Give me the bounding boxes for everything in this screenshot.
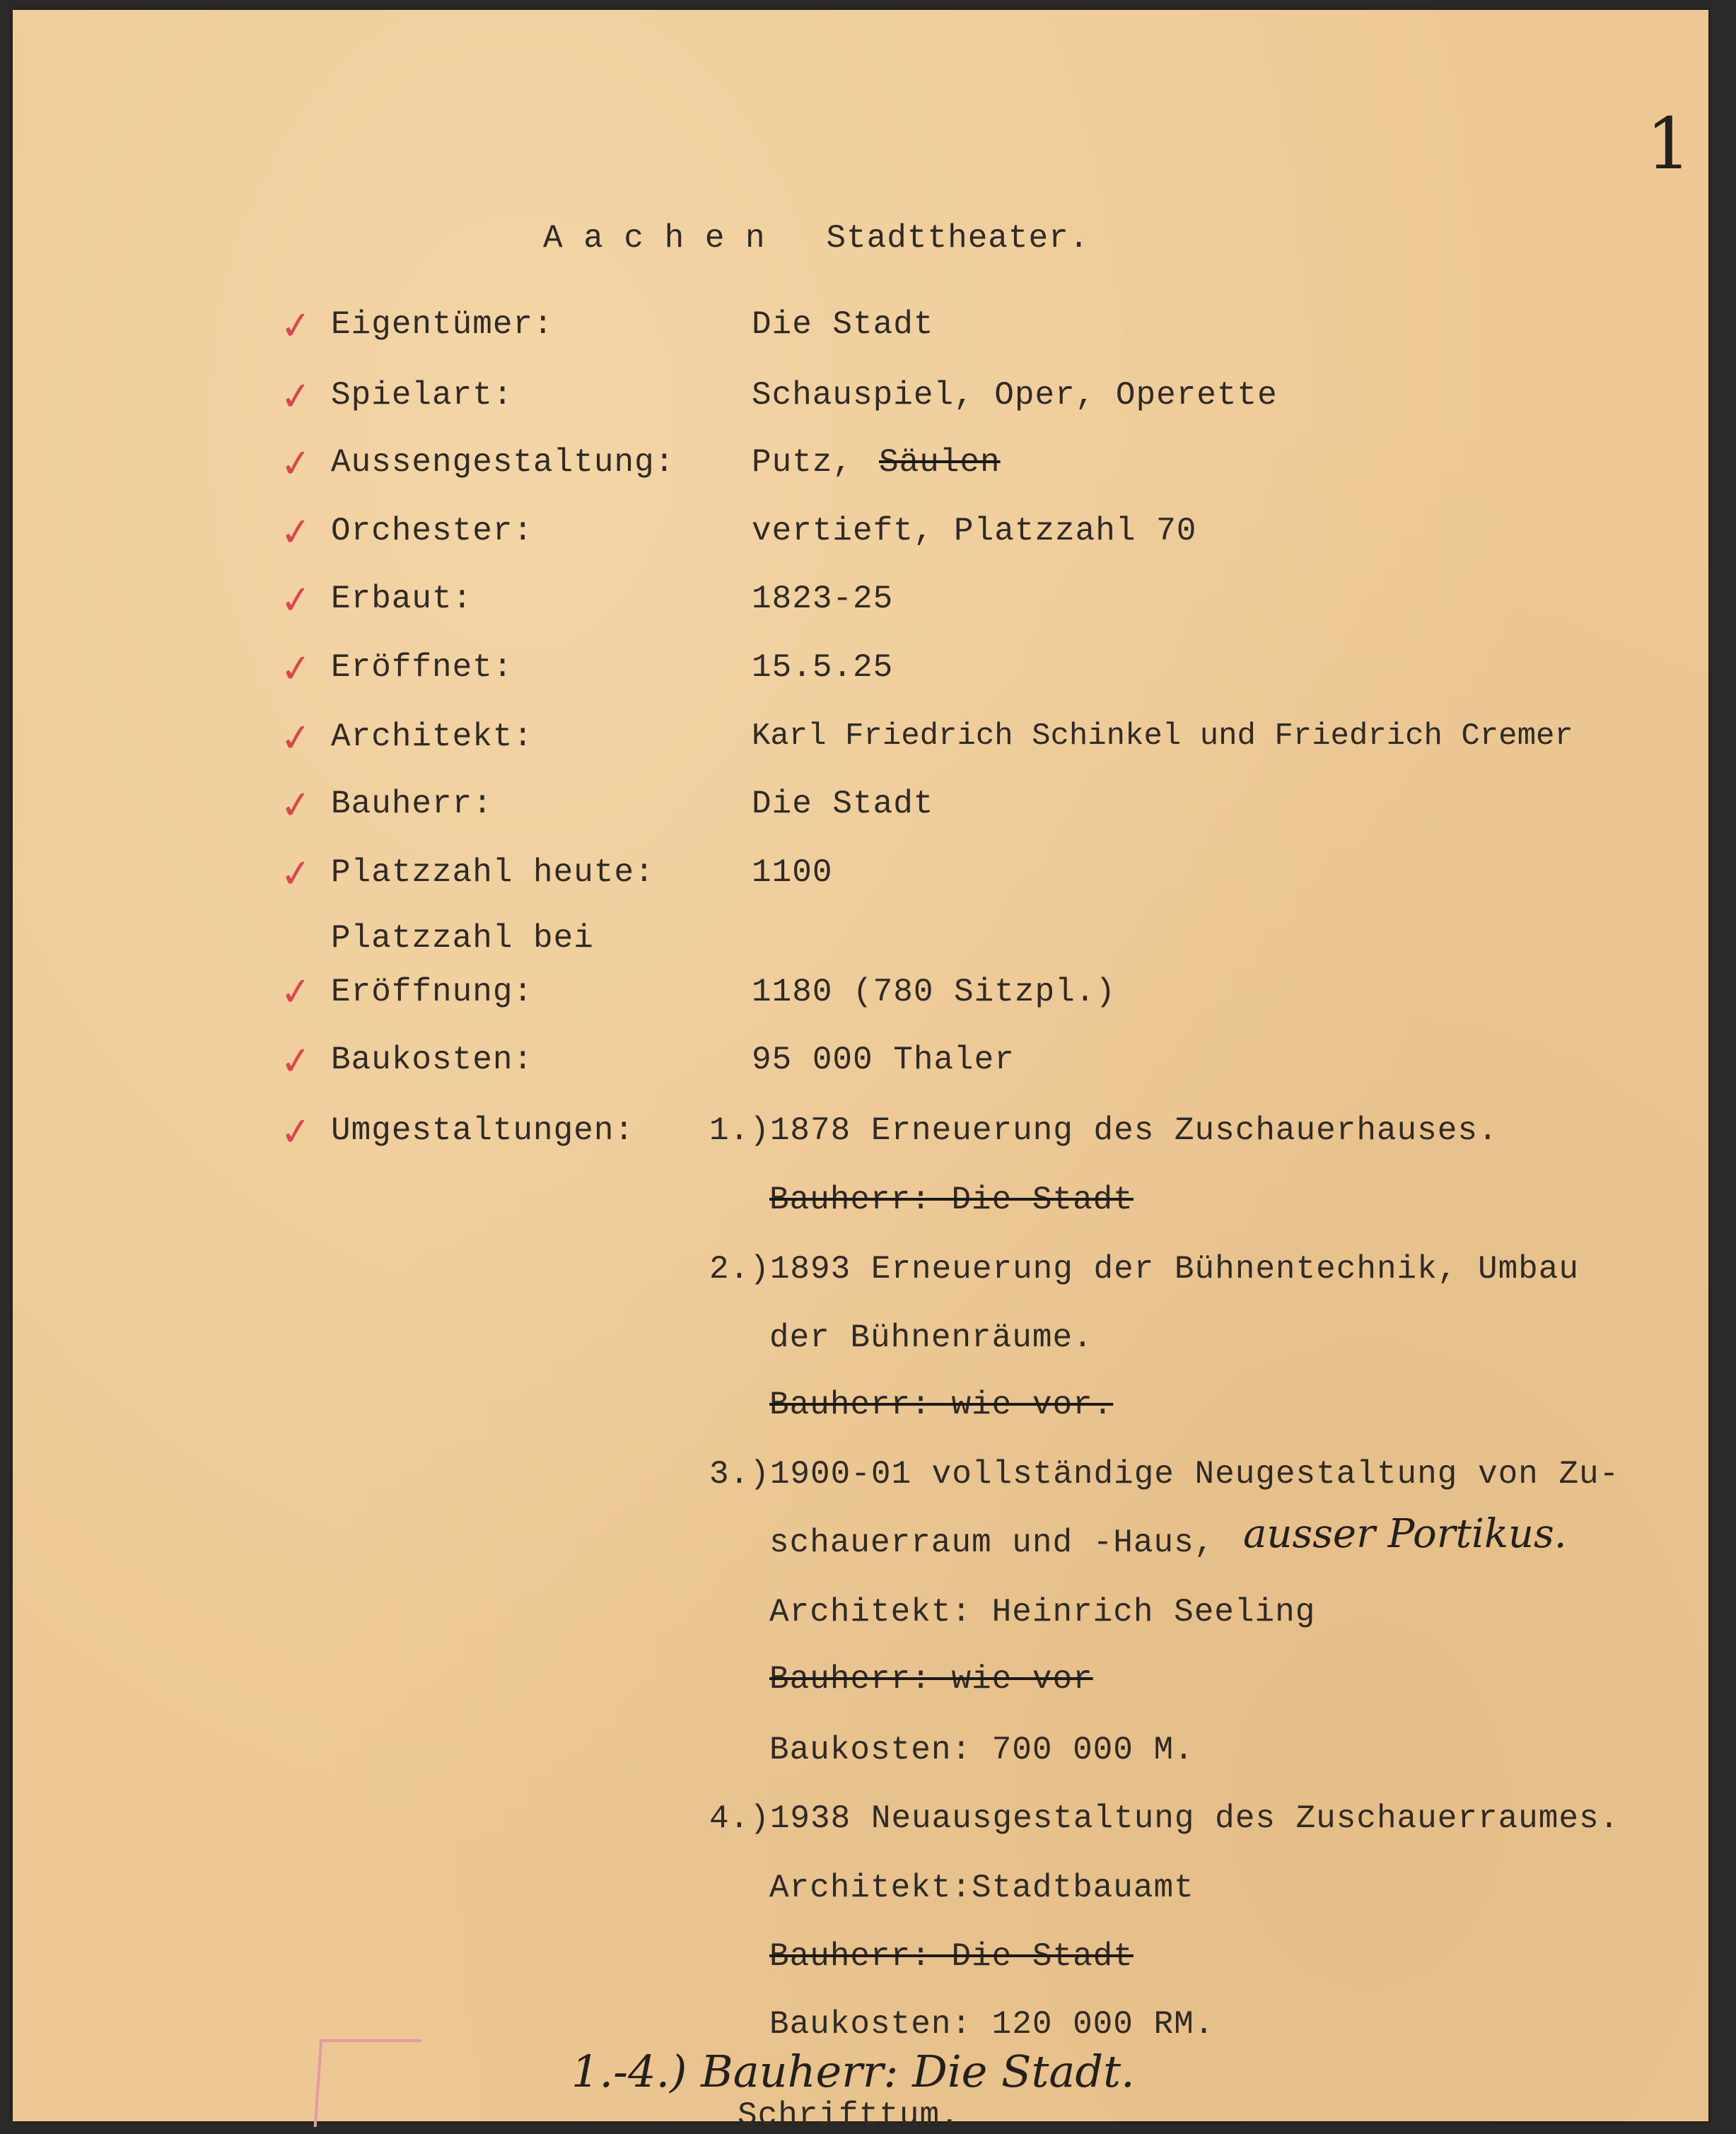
- check-mark-icon: ✓: [277, 781, 315, 829]
- renovation-4-struck-client: Bauherr: Die Stadt: [769, 1938, 1134, 1975]
- renovation-2-line2: der Bühnenräume.: [769, 1319, 1093, 1356]
- field-label-client: Bauherr:: [331, 786, 493, 822]
- page-number: 1: [1646, 103, 1691, 185]
- renovation-2-struck-client: Bauherr: wie vor.: [769, 1387, 1114, 1423]
- literature-heading: Schrifttum.: [738, 2097, 960, 2134]
- check-mark-icon: ✓: [277, 508, 315, 556]
- field-value-cost: 95 000 Thaler: [752, 1042, 1015, 1078]
- field-label-renovations: Umgestaltungen:: [331, 1112, 635, 1149]
- field-value-opened: 15.5.25: [752, 649, 894, 686]
- renovation-4-architect: Architekt:Stadtbauamt: [769, 1870, 1194, 1906]
- renovation-3-architect: Architekt: Heinrich Seeling: [769, 1594, 1316, 1631]
- field-value-built: 1823-25: [752, 581, 894, 617]
- red-corner-mark: [314, 2039, 422, 2127]
- field-label-spielart: Spielart:: [331, 377, 513, 414]
- handwritten-client-note: 1.-4.) Bauherr: Die Stadt.: [571, 2046, 1135, 2097]
- renovation-4-line1: 4.)1938 Neuausgestaltung des Zuschauerraumes.: [709, 1800, 1620, 1837]
- field-label-exterior: Aussengestaltung:: [331, 444, 675, 481]
- check-mark-icon: ✓: [277, 967, 315, 1016]
- field-label-cost: Baukosten:: [331, 1042, 534, 1078]
- field-label-seats-today: Platzzahl heute:: [331, 854, 655, 891]
- field-label-seats-opening-line1: Platzzahl bei: [331, 920, 594, 957]
- field-value-seats-today: 1100: [752, 854, 833, 891]
- field-value-client: Die Stadt: [752, 786, 934, 822]
- renovation-2-line1: 2.)1893 Erneuerung der Bühnentechnik, Umbau: [709, 1251, 1579, 1288]
- field-label-built: Erbaut:: [331, 581, 473, 617]
- renovation-1-line1: 1.)1878 Erneuerung des Zuschauerhauses.: [709, 1112, 1498, 1149]
- field-label-owner: Eigentümer:: [331, 306, 554, 343]
- check-mark-icon: ✓: [277, 1037, 315, 1085]
- field-value-exterior-struck: Säulen: [879, 444, 1001, 481]
- check-mark-icon: ✓: [277, 644, 315, 693]
- field-label-orchestra: Orchester:: [331, 513, 534, 549]
- check-mark-icon: ✓: [277, 372, 315, 421]
- renovation-3-line1: 3.)1900-01 vollständige Neugestaltung von Zu-: [709, 1456, 1620, 1493]
- renovation-3-cost: Baukosten: 700 000 M.: [769, 1732, 1194, 1768]
- check-mark-icon: ✓: [277, 849, 315, 898]
- check-mark-icon: ✓: [277, 439, 315, 488]
- renovation-3-handwritten-addition: ausser Portikus.: [1243, 1511, 1567, 1557]
- field-value-owner: Die Stadt: [752, 306, 934, 343]
- field-value-seats-opening: 1180 (780 Sitzpl.): [752, 974, 1116, 1010]
- field-label-seats-opening: Eröffnung:: [331, 974, 534, 1010]
- document-page: [13, 10, 1708, 2134]
- check-mark-icon: ✓: [277, 576, 315, 624]
- check-mark-icon: ✓: [277, 1107, 315, 1156]
- check-mark-icon: ✓: [277, 713, 315, 762]
- renovation-1-struck-client: Bauherr: Die Stadt: [769, 1182, 1134, 1218]
- field-label-opened: Eröffnet:: [331, 649, 513, 686]
- field-value-orchestra: vertieft, Platzzahl 70: [752, 513, 1197, 549]
- field-value-exterior: Putz,: [752, 444, 854, 481]
- renovation-3-line2: schauerraum und -Haus,: [769, 1524, 1215, 1561]
- page-title: A a c h e n Stadttheater.: [543, 220, 1090, 257]
- field-value-architect: Karl Friedrich Schinkel und Friedrich Cremer: [752, 718, 1573, 754]
- renovation-3-struck-client: Bauherr: wie vor: [769, 1661, 1093, 1698]
- check-mark-icon: ✓: [277, 301, 315, 350]
- renovation-4-cost: Baukosten: 120 000 RM.: [769, 2006, 1215, 2043]
- field-label-architect: Architekt:: [331, 718, 534, 755]
- field-value-spielart: Schauspiel, Oper, Operette: [752, 377, 1278, 414]
